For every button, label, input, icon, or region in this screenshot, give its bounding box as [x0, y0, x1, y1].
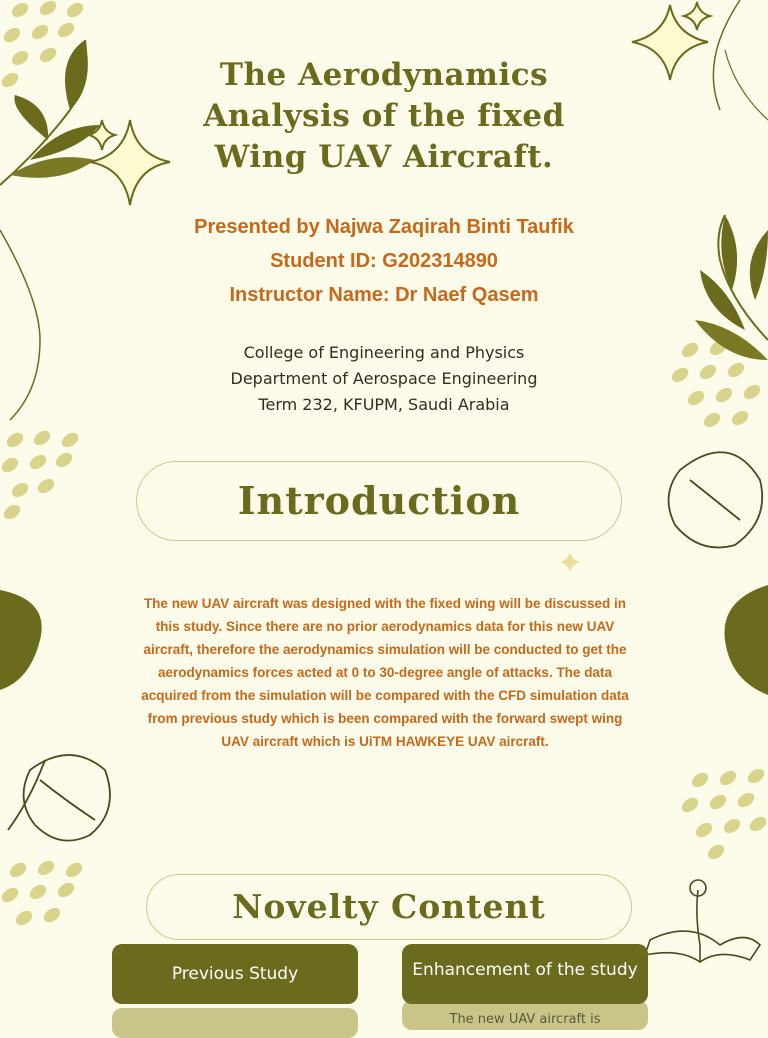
title-line-1: The Aerodynamics [219, 57, 549, 93]
enhancement-box: Enhancement of the study [402, 944, 648, 1004]
previous-study-box: Previous Study [112, 944, 358, 1004]
college-name: College of Engineering and Physics [243, 343, 525, 362]
open-book-flower-icon [645, 880, 760, 962]
novelty-heading: Novelty Content [146, 874, 632, 940]
introduction-body: The new UAV aircraft was designed with the fixed wing will be discussed in this study. Since there are no prior aerodynamics data for this new UAV aircraft, therefore the aerodynamics simulation will be conducted to get the aerodynamics forces acted at 0 to 30-degree angle of attacks. The data acquired from the simulation will be compared with the CFD simulation data from previous study which is been compared with the forward swept wing UAV aircraft which is UiTM HAWKEYE UAV aircraft. [141, 596, 629, 749]
term-location: Term 232, KFUPM, Saudi Arabia [258, 395, 510, 414]
affiliation [140, 340, 628, 418]
introduction-heading: Introduction [136, 461, 622, 541]
instructor-name: Instructor Name: Dr Naef Qasem [229, 284, 539, 306]
previous-study-panel [112, 1008, 358, 1038]
title-line-2: Analysis of the fixed [203, 98, 565, 134]
department-name: Department of Aerospace Engineering [230, 369, 538, 388]
poster-title [90, 55, 678, 178]
enhancement-text: The new UAV aircraft is [449, 1012, 601, 1027]
title-line-3: Wing UAV Aircraft. [214, 139, 554, 175]
leaf-branch-icon [695, 215, 768, 360]
presented-by: Presented by Najwa Zaqirah Binti Taufik [194, 216, 574, 238]
student-id: Student ID: G202314890 [270, 250, 498, 272]
presenter-info [90, 210, 678, 312]
